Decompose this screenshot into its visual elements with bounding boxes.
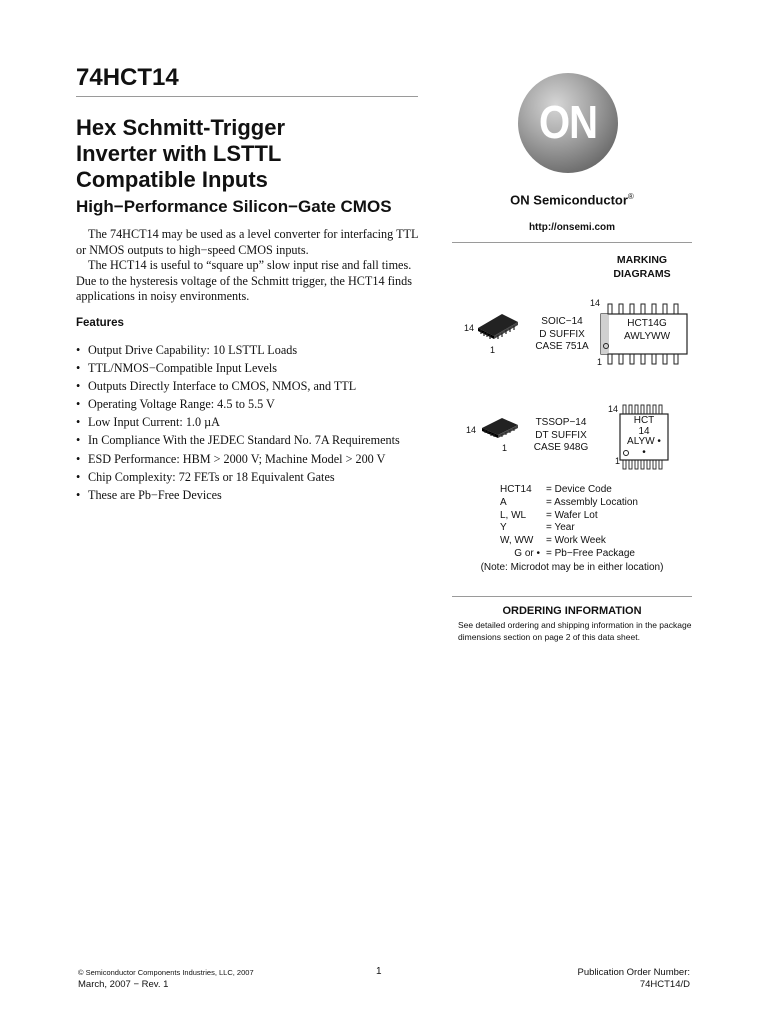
- legend-row: [500, 497, 638, 510]
- tssop-pin-1-label: 1: [502, 443, 508, 453]
- legend-value: = Device Code: [546, 484, 612, 495]
- feature-item: [76, 468, 436, 486]
- registered-mark: ®: [627, 192, 634, 201]
- soic-mark-line-2: AWLYWW: [623, 330, 671, 342]
- title-line-2: Inverter with LSTTL: [76, 141, 282, 166]
- soic-chip-pin-14-label: 14: [590, 298, 601, 308]
- legend-value: = Year: [546, 522, 575, 534]
- legend-row: [500, 484, 638, 497]
- feature-text: Chip Complexity: 72 FETs or 18 Equivalent Gates: [88, 469, 335, 484]
- feature-item: [76, 359, 436, 377]
- soic-line-2: D SUFFIX: [539, 328, 585, 340]
- revision-date: March, 2007 − Rev. 1: [78, 979, 169, 990]
- tssop-chip-pin-14-label: 14: [608, 404, 619, 414]
- title-rule: [76, 96, 418, 97]
- tssop-line-3: CASE 948G: [533, 442, 589, 453]
- feature-item: [76, 486, 436, 504]
- soic-chip-pin-1-label: 1: [597, 357, 603, 367]
- feature-text: TTL/NMOS−Compatible Input Levels: [88, 361, 277, 376]
- logo-text: ON: [539, 97, 597, 148]
- brand-url[interactable]: http://onsemi.com: [528, 222, 616, 233]
- marking-heading-line-1: MARKING: [616, 254, 668, 266]
- publication-label: Publication Order Number:: [577, 967, 690, 978]
- footer-left: [78, 967, 254, 991]
- legend-key: Y: [500, 522, 507, 534]
- tssop-line-1: TSSOP−14: [535, 417, 587, 428]
- tssop-package-icon: [478, 412, 522, 442]
- legend-value: = Wafer Lot: [546, 509, 598, 521]
- tssop-mark-line-1: HCT: [633, 415, 655, 426]
- legend-row: [500, 535, 638, 548]
- bullet-icon: •: [76, 451, 81, 466]
- marking-legend: [500, 484, 638, 561]
- feature-text: ESD Performance: HBM > 2000 V; Machine Model > 200 V: [88, 451, 386, 466]
- description-paragraph-1: The 74HCT14 may be used as a level converter for interfacing TTL or NMOS outputs to high−speed CMOS inputs.: [76, 227, 418, 257]
- legend-key: HCT14: [500, 484, 532, 495]
- soic-marking-text: [612, 318, 682, 343]
- soic-package-label: [530, 316, 594, 354]
- tssop-marking-text: [620, 416, 668, 458]
- brand-name-text: ON Semiconductor: [510, 192, 628, 208]
- soic-pin-14-label: 14: [464, 323, 475, 333]
- feature-item: [76, 395, 436, 413]
- marking-diagrams-heading: [580, 253, 704, 281]
- soic-line-3: CASE 751A: [535, 341, 589, 352]
- tssop-package-label: [528, 417, 594, 455]
- bullet-icon: •: [76, 433, 81, 448]
- bullet-icon: •: [76, 379, 81, 394]
- on-semiconductor-logo: [518, 73, 618, 173]
- legend-value: = Work Week: [546, 535, 606, 547]
- page-number: 1: [376, 966, 382, 977]
- bullet-icon: •: [76, 361, 81, 376]
- feature-item: [76, 413, 436, 431]
- tssop-pin-14-label: 14: [466, 425, 477, 435]
- feature-item: [76, 450, 436, 468]
- brand-name: [450, 192, 694, 207]
- feature-text: Output Drive Capability: 10 LSTTL Loads: [88, 343, 298, 357]
- legend-value: = Assembly Location: [546, 496, 638, 508]
- bullet-icon: •: [76, 415, 81, 430]
- tssop-line-2: DT SUFFIX: [535, 429, 587, 441]
- soic-pin-1-label: 1: [490, 345, 496, 355]
- bullet-icon: •: [76, 397, 81, 412]
- right-rule-2: [452, 596, 692, 597]
- feature-item: [76, 431, 436, 449]
- bullet-icon: •: [76, 487, 81, 502]
- description: [76, 227, 426, 305]
- feature-text: These are Pb−Free Devices: [88, 487, 222, 502]
- ordering-text: See detailed ordering and shipping information in the package dimensions section on page 2 of this data sheet.: [458, 620, 692, 642]
- soic-line-1: SOIC−14: [541, 316, 583, 327]
- document-title: [76, 115, 436, 193]
- feature-item: [76, 341, 436, 359]
- feature-text: In Compliance With the JEDEC Standard No. 7A Requirements: [88, 433, 400, 448]
- legend-row: [500, 522, 638, 535]
- soic-mark-line-1: HCT14G: [627, 318, 667, 329]
- legend-row: [500, 510, 638, 523]
- legend-key: W, WW: [500, 535, 534, 547]
- legend-value: = Pb−Free Package: [546, 547, 635, 559]
- features-list: [76, 341, 436, 504]
- copyright: © Semiconductor Components Industries, LLC, 2007: [78, 968, 254, 977]
- legend-key: G or •: [514, 547, 540, 559]
- features-heading: Features: [76, 317, 124, 329]
- part-number: 74HCT14: [76, 64, 179, 91]
- feature-item: [76, 377, 436, 395]
- microdot-note: (Note: Microdot may be in either location): [480, 562, 664, 573]
- bullet-icon: •: [76, 469, 81, 484]
- tssop-mark-line-4: •: [642, 446, 646, 458]
- ordering-heading: ORDERING INFORMATION: [502, 605, 642, 617]
- marking-heading-line-2: DIAGRAMS: [613, 268, 671, 280]
- soic-package-icon: [472, 308, 522, 344]
- legend-row: [500, 548, 638, 561]
- bullet-icon: •: [76, 343, 81, 357]
- footer-right: [540, 967, 690, 991]
- document-subtitle: High−Performance Silicon−Gate CMOS: [76, 197, 392, 216]
- title-line-1: Hex Schmitt-Trigger: [76, 115, 286, 140]
- feature-text: Low Input Current: 1.0 µA: [88, 415, 220, 430]
- publication-number: 74HCT14/D: [639, 979, 690, 990]
- right-rule-1: [452, 242, 692, 243]
- description-paragraph-2: The HCT14 is useful to “square up” slow input rise and fall times. Due to the hysteresis voltage of the Schmitt trigger, the HCT14 finds applications in noisy environments.: [76, 258, 412, 303]
- tssop-chip-pin-1-label: 1: [615, 456, 621, 466]
- title-line-3: Compatible Inputs: [76, 167, 268, 192]
- feature-text: Operating Voltage Range: 4.5 to 5.5 V: [88, 397, 275, 412]
- tssop-mark-line-2: 14: [638, 425, 650, 437]
- legend-key: L, WL: [500, 509, 527, 521]
- legend-key: A: [500, 496, 507, 508]
- tssop-mark-line-3: ALYW •: [627, 436, 661, 447]
- feature-text: Outputs Directly Interface to CMOS, NMOS, and TTL: [88, 379, 357, 394]
